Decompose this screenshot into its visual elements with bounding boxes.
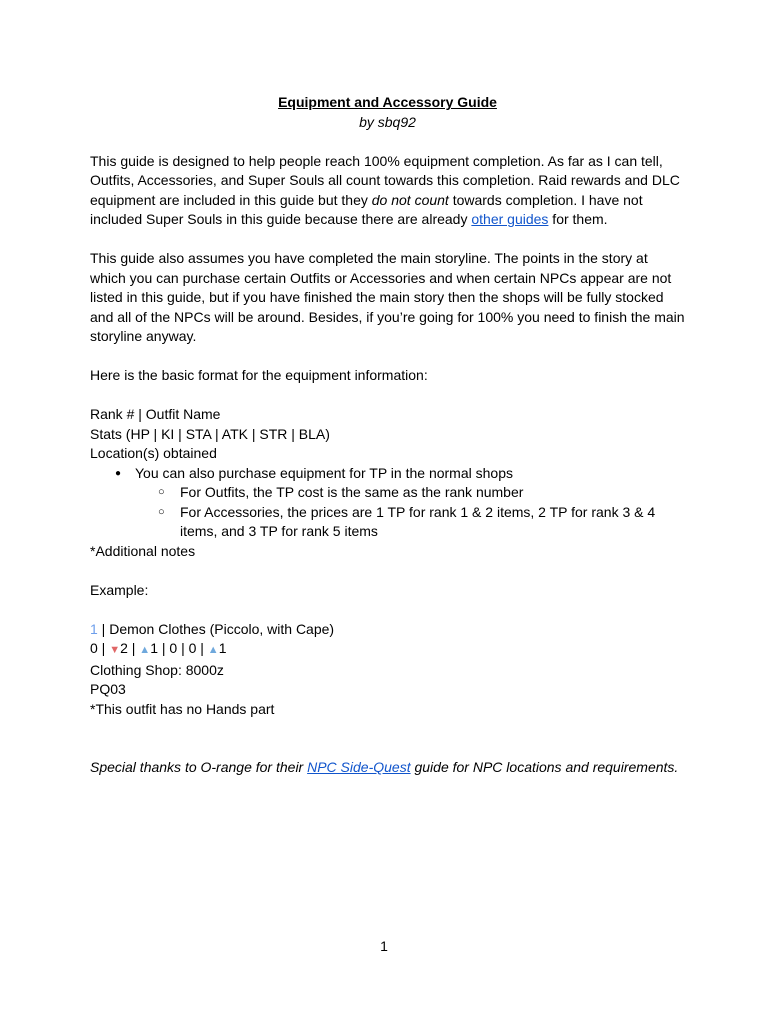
intro-emphasis: do not count — [371, 191, 449, 208]
storyline-paragraph: This guide also assumes you have completed the main storyline. The points in the story at which you can purchase certain Outfits or Accessories and when certain NPCs appear are not listed in this guide, but if you have finished the main story then the shops will be fully stocked and all of the NPCs will be around. Besides, if you’re going for 100% you need to finish the main storyline anyway. — [90, 250, 685, 344]
document-byline: by sbq92 — [359, 114, 416, 130]
format-location-line: Location(s) obtained — [90, 445, 217, 461]
example-rank: 1 — [90, 620, 98, 637]
format-rank-line: Rank # | Outfit Name — [90, 406, 221, 422]
list-item: ○ For Accessories, the prices are 1 TP for rank 1 & 2 items, 2 TP for rank 3 & 4 items, and 3 TP for rank 5 items — [180, 503, 685, 542]
example-label: Example: — [90, 581, 149, 598]
other-guides-link[interactable]: other guides — [471, 211, 549, 227]
stat-up-icon: ▲ — [207, 644, 219, 656]
format-notes-line: *Additional notes — [90, 542, 196, 559]
format-stats-line: Stats (HP | KI | STA | ATK | STR | BLA) — [90, 425, 330, 442]
format-intro: Here is the basic format for the equipment information: — [90, 367, 428, 383]
format-bullet-list — [90, 464, 685, 542]
example-outfit-name: | Demon Clothes (Piccolo, with Cape) — [97, 620, 335, 637]
stat-down-icon: ▼ — [109, 644, 121, 656]
format-sub-list — [135, 483, 685, 542]
list-item: ● You can also purchase equipment for TP in the normal shops ○ For Outfits, the TP cost is the same as the rank number ○ For Accessories, the prices are 1 TP for rank 1 & 2 items, 2 TP for rank 3 & 4 items, and 3 TP for rank 5 items — [135, 464, 685, 542]
example-rank-line — [90, 620, 685, 640]
example-location-pq: PQ03 — [90, 681, 126, 697]
stat-up-icon: ▲ — [139, 644, 151, 656]
example-note: *This outfit has no Hands part — [90, 700, 275, 717]
document-page — [90, 92, 685, 778]
document-title: Equipment and Accessory Guide — [278, 94, 497, 110]
list-item: ○ For Outfits, the TP cost is the same as the rank number — [180, 483, 685, 503]
example-location-shop: Clothing Shop: 8000z — [90, 661, 224, 678]
example-stats-line: 0 | ▼2 | ▲1 | 0 | 0 | ▲1 — [90, 640, 227, 656]
npc-side-quest-link[interactable]: NPC Side-Quest — [307, 759, 411, 775]
intro-paragraph: This guide is designed to help people reach 100% equipment completion. As far as I can tell, Outfits, Accessories, and Super Souls all count towards this completion. Raid rewards and DLC equipment are included in this guide but they do not count towards completion. I have not included Super Souls in this guide because there are already other guides for them. — [90, 152, 680, 227]
thanks-paragraph: Special thanks to O-range for their NPC Side-Quest guide for NPC locations and requirements. — [90, 759, 679, 775]
page-number: 1 — [380, 938, 388, 954]
